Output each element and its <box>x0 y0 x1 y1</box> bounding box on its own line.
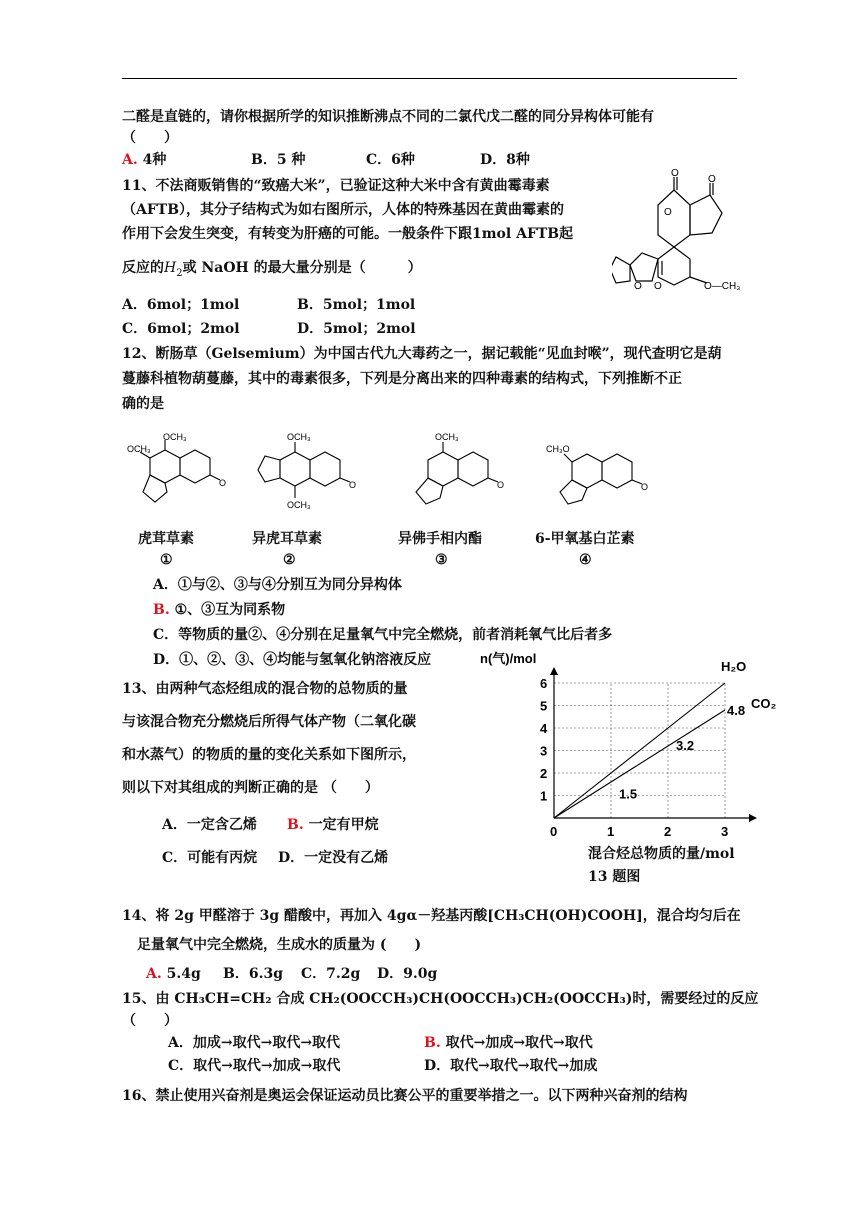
q11-line3: 作用下会发生突变，有转变为肝癌的可能。一般条件下跟1mol AFTB起 <box>122 226 574 242</box>
y-tick-2: 2 <box>540 766 548 781</box>
q11-option-b: B．5mol；1mol <box>297 297 416 313</box>
q13-option-b-text: 一定有甲烷 <box>308 817 379 833</box>
q15-line1: 15、由 CH₃CH=CH₂ 合成 CH₂(OOCCH₃)CH(OOCCH₃)CH₂(OOCCH₃)时，需要经过的反应 <box>122 991 759 1007</box>
compound-2-number: ② <box>283 552 296 568</box>
chart-axes <box>550 667 757 822</box>
q15-option-b-text: 取代→加成→取代→取代 <box>445 1035 593 1051</box>
q13-option-a: A．一定含乙烯 <box>162 817 257 833</box>
q13-option-b <box>287 817 379 834</box>
h2-subscript: 2 <box>176 267 183 279</box>
q13-line3: 和水蒸气）的物质的量的变化关系如下图所示， <box>122 747 416 763</box>
x-tick-2: 2 <box>664 824 672 839</box>
q13-line2: 与该混合物充分燃烧后所得气体产物（二氧化碳 <box>122 714 416 730</box>
q12-line1: 12、断肠草（Gelsemium）为中国古代九大毒药之一，据记载能“见血封喉”，现代查明它是葫 <box>122 346 722 362</box>
chart-y-ticks <box>540 676 548 804</box>
header-rule <box>122 78 737 79</box>
y-tick-4: 4 <box>540 721 548 736</box>
q14-option-a <box>146 966 201 983</box>
q10-paren: （ ） <box>122 130 178 146</box>
q10-line1: 二醛是直链的，请你根据所学的知识推断沸点不同的二氯代戊二醛的同分异构体可能有 <box>122 109 654 125</box>
q14-answer-letter: A. <box>146 966 162 982</box>
q11-line4-post: 或 NaOH 的最大量分别是（ ） <box>182 260 422 276</box>
chart-y-label: n(气)/mol <box>480 651 537 666</box>
q10-option-b: B．5 种 <box>251 152 306 168</box>
q14-option-a-text: 5.4g <box>166 966 201 982</box>
series-label-0: H₂O <box>721 659 747 674</box>
q15-option-d: D．取代→取代→取代→加成 <box>424 1058 598 1074</box>
compound-3-structure <box>398 430 508 515</box>
compound-1-och3-top: OCH₃ <box>163 432 187 442</box>
q13-line1: 13、由两种气态烃组成的混合物的总物质的量 <box>122 681 408 697</box>
x-tick-0: 0 <box>550 824 558 839</box>
q10-option-a <box>122 152 166 169</box>
compound-2-name: 异虎耳草素 <box>252 531 322 547</box>
q11-line1: 11、不法商贩销售的“致癌大米”，已验证这种大米中含有黄曲霉毒素 <box>122 178 550 194</box>
chart-x-ticks <box>550 824 728 839</box>
y-tick-5: 5 <box>540 698 548 714</box>
q12-option-c: C．等物质的量②、④分别在足量氧气中完全燃烧，前者消耗氧气比后者多 <box>153 627 613 643</box>
q10-option-d: D．8种 <box>480 152 530 168</box>
aftb-o-furan2: O <box>654 281 662 292</box>
q11-line4 <box>122 260 422 280</box>
compound-1-och3-left: OCH₃ <box>127 444 151 454</box>
q11-line2: （AFTB），其分子结构式为如右图所示，人体的特殊基因在黄曲霉素的 <box>122 202 565 218</box>
q10-option-a-text: 4种 <box>142 152 167 168</box>
compound-4-name: 6-甲氧基白芷素 <box>535 531 635 547</box>
aftb-o-furan1: O <box>634 281 642 292</box>
q10-option-c: C．6种 <box>366 152 415 168</box>
y-axis-arrow <box>550 667 558 675</box>
x-tick-1: 1 <box>607 824 615 839</box>
q11-option-a: A．6mol；1mol <box>122 297 240 313</box>
compound-1-o: O <box>219 478 227 488</box>
q14-line2: 足量氧气中完全燃烧，生成水的质量为 ( ) <box>137 937 422 953</box>
q14-option-d: D．9.0g <box>377 966 438 982</box>
compound-3-name: 异佛手相内酯 <box>398 531 482 547</box>
annotation-2: 1.5 <box>619 786 638 802</box>
x-axis-arrow <box>749 814 757 822</box>
annotation-0: 4.8 <box>727 703 746 718</box>
aftb-methoxy: O—CH₃ <box>704 281 741 292</box>
q14-option-c: C．7.2g <box>301 966 361 982</box>
aftb-structure <box>612 165 757 295</box>
q14-option-b: B．6.3g <box>223 966 283 982</box>
q12-line2: 蔓藤科植物葫蔓藤，其中的毒素很多，下列是分离出来的四种毒素的结构式，下列推断不正 <box>122 371 682 387</box>
h2-symbol: H <box>164 260 177 276</box>
q13-line4: 则以下对其组成的判断正确的是 （ ） <box>122 780 379 796</box>
y-tick-3: 3 <box>540 743 548 759</box>
compound-3-och3-top: OCH₃ <box>435 432 459 442</box>
compound-3-number: ③ <box>435 552 448 568</box>
q12-answer-letter: B. <box>153 602 170 618</box>
q11-option-c: C．6mol；2mol <box>122 321 240 337</box>
aftb-o-top: O <box>671 168 679 179</box>
compound-1-structure <box>125 430 235 515</box>
compound-3-o: O <box>497 480 505 490</box>
q16-line1: 16、禁止使用兴奋剂是奥运会保证运动员比赛公平的重要举措之一。以下两种兴奋剂的结构 <box>122 1088 688 1104</box>
q15-paren: （ ） <box>122 1013 178 1029</box>
q12-option-d: D．①、②、③、④均能与氢氧化钠溶液反应 <box>153 652 432 668</box>
q14-line1: 14、将 2g 甲醛溶于 3g 醋酸中，再加入 4gα－羟基丙酸[CH₃CH(OH)COOH]，混合均匀后在 <box>122 908 741 924</box>
y-tick-1: 1 <box>540 788 548 804</box>
q12-line3: 确的是 <box>122 396 164 412</box>
compound-1-number: ① <box>160 552 173 568</box>
q13-option-d: D．一定没有乙烯 <box>278 850 389 866</box>
annotation-1: 3.2 <box>676 738 695 753</box>
compound-4-number: ④ <box>579 552 592 568</box>
aftb-o-lactone: O <box>664 207 672 218</box>
chart-x-label: 混合烃总物质的量/mol <box>588 846 735 862</box>
q13-option-c: C．可能有丙烷 <box>162 850 258 866</box>
q15-option-b <box>424 1035 593 1052</box>
compound-2-o: O <box>349 480 357 490</box>
aftb-o-right: O <box>708 174 716 185</box>
q10-answer-letter: A. <box>122 152 138 168</box>
q13-answer-letter: B. <box>287 817 304 833</box>
compound-4-structure <box>542 440 657 515</box>
compound-4-ch3o: CH₃O <box>546 444 570 454</box>
compound-2-och3-bottom: OCH₃ <box>287 500 311 510</box>
chart-caption: 13 题图 <box>588 869 641 885</box>
y-tick-6: 6 <box>540 676 548 691</box>
compound-2-och3-top: OCH₃ <box>287 432 311 442</box>
compound-2-structure <box>250 430 365 520</box>
q15-answer-letter: B. <box>424 1035 441 1051</box>
q12-option-a: A．①与②、③与④分别互为同分异构体 <box>153 577 402 593</box>
compound-1-name: 虎茸草素 <box>138 531 194 547</box>
series-line-1 <box>554 710 725 818</box>
q15-option-a: A．加成→取代→取代→取代 <box>168 1035 341 1051</box>
q11-option-d: D．5mol；2mol <box>297 321 416 337</box>
q12-option-b <box>153 602 285 619</box>
q12-option-b-text: ①、③互为同系物 <box>174 602 286 618</box>
x-tick-3: 3 <box>721 824 729 839</box>
compound-4-o: O <box>641 482 649 492</box>
series-label-1: CO₂ <box>751 696 777 711</box>
q11-line4-pre: 反应的 <box>122 260 164 276</box>
q15-option-c: C．取代→取代→加成→取代 <box>168 1058 341 1074</box>
